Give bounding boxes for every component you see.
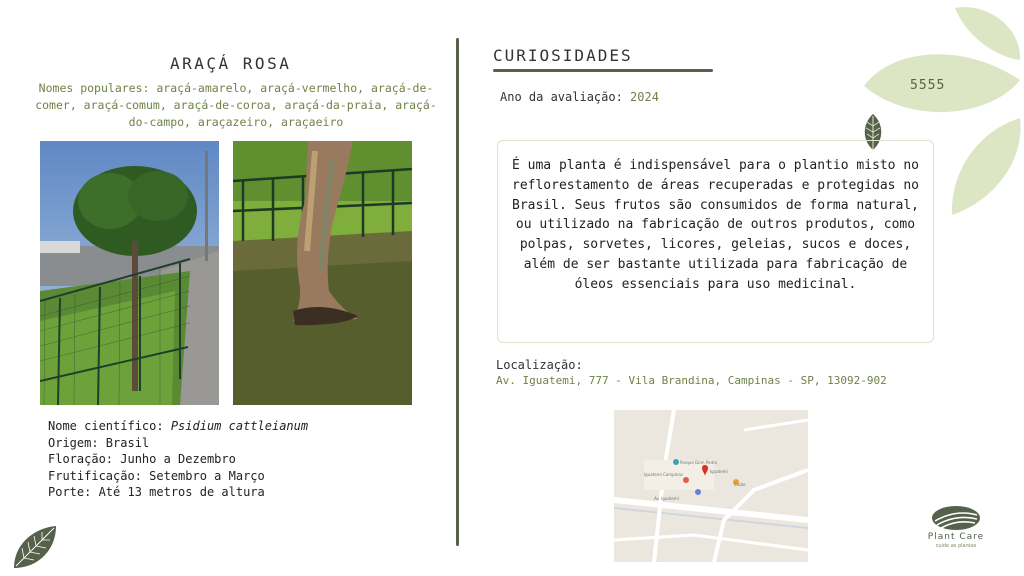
tree-photo bbox=[40, 141, 219, 405]
location-label: Localização: bbox=[496, 358, 583, 372]
fact-row: Nome científico: Psidium cattleianum bbox=[48, 419, 309, 433]
plant-care-logo bbox=[931, 505, 981, 531]
brand-name: Plant Care bbox=[927, 532, 985, 542]
location-map[interactable] bbox=[614, 410, 808, 562]
fact-row: Frutificação: Setembro a Março bbox=[48, 468, 265, 483]
popular-names: Nomes populares: araçá-amarelo, araçá-vermelho, araçá-de-comer, araçá-comum, araçá-de-coroa, araçá-da-praia, araçá-do-campo, araçazeiro, araçaeiro bbox=[35, 81, 437, 129]
plant-facts bbox=[48, 418, 308, 501]
badge-number: 5555 bbox=[910, 78, 946, 93]
location-address: Av. Iguatemi, 777 - Vila Brandina, Campinas - SP, 13092-902 bbox=[496, 374, 887, 387]
plant-title: ARAÇÁ ROSA bbox=[170, 54, 292, 73]
evaluation-year: Ano da avaliação: 2024 bbox=[500, 90, 659, 104]
column-divider bbox=[456, 38, 459, 546]
svg-text:Iguatemi Campinas: Iguatemi Campinas bbox=[644, 472, 683, 477]
fact-row: Porte: Até 13 metros de altura bbox=[48, 485, 265, 499]
scientific-name: Psidium cattleianum bbox=[170, 419, 309, 433]
trunk-photo bbox=[233, 141, 412, 405]
description-text: É uma planta é indispensável para o plantio misto no reflorestamento de áreas recuperadas e protegidas no Brasil. Seus frutos são consumidos de forma natural, ou utilizado na fabricação de outros produtos, como polpas, sorvetes, licores, geleias, sucos e doces, além de ser bastante utilizada para fabricação de óleos essenciais para uso medicinal. bbox=[512, 158, 919, 292]
fact-row: Origem: Brasil bbox=[48, 435, 150, 450]
svg-text:Iguatemi: Iguatemi bbox=[710, 469, 728, 474]
curiosidades-title: CURIOSIDADES bbox=[493, 46, 633, 65]
leaf-icon bbox=[10, 522, 60, 572]
brand-tagline: cuide as plantas bbox=[935, 543, 977, 549]
fact-row: Floração: Junho a Dezembro bbox=[48, 452, 236, 466]
svg-text:Clube: Clube bbox=[734, 482, 746, 487]
title-underline bbox=[493, 69, 713, 72]
svg-text:Av. Iguatemi: Av. Iguatemi bbox=[654, 496, 679, 501]
svg-text:Parque Dom Pedro: Parque Dom Pedro bbox=[680, 460, 718, 465]
